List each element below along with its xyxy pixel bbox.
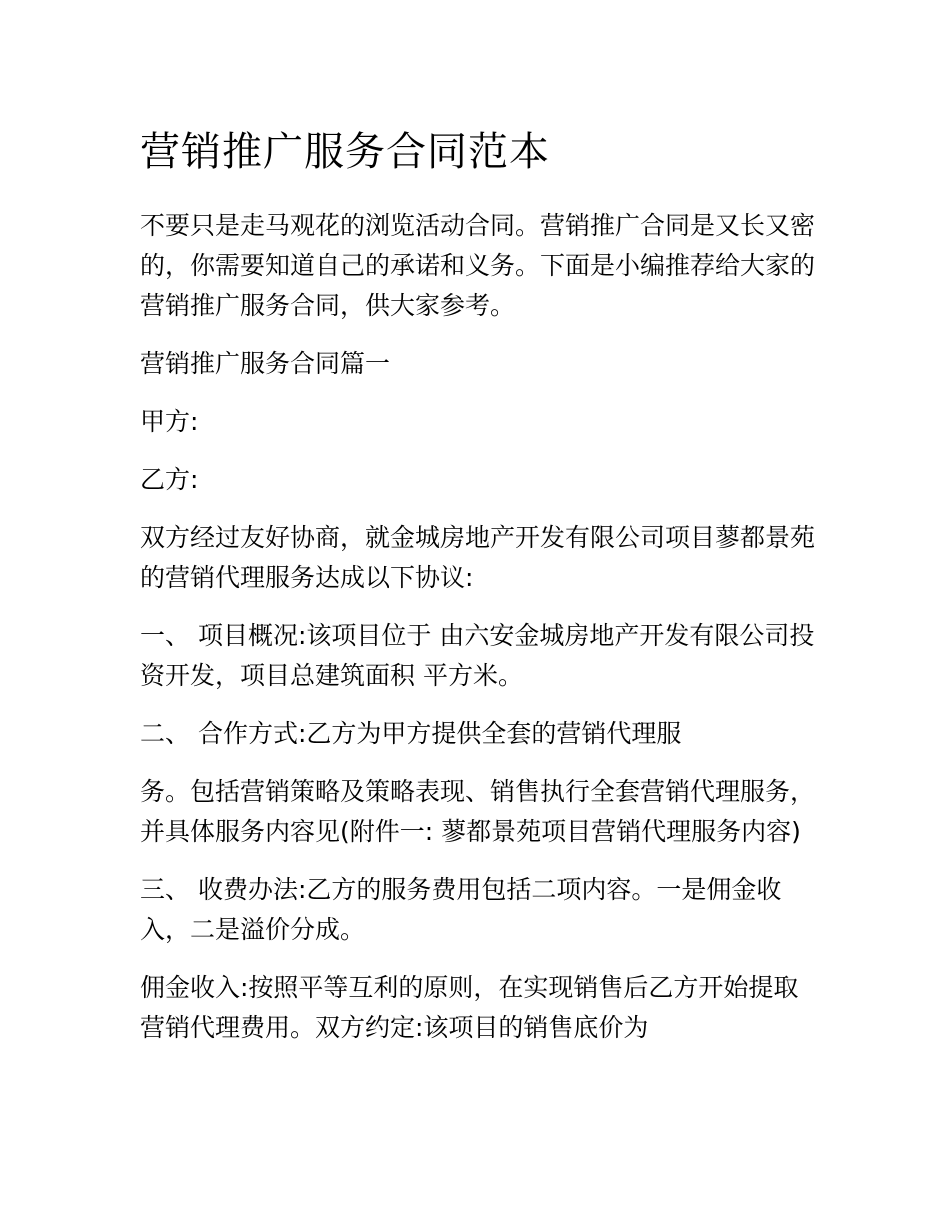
document-title: 营销推广服务合同范本: [140, 129, 550, 175]
agreement-paragraph: 双方经过友好协商，就金城房地产开发有限公司项目蓼都景苑的营销代理服务达成以下协议:: [140, 523, 816, 592]
intro-paragraph: 不要只是走马观花的浏览活动合同。营销推广合同是又长又密的，你需要知道自己的承诺和义务。下面是小编推荐给大家的营销推广服务合同，供大家参考。: [140, 211, 816, 320]
section-heading: 营销推广服务合同篇一: [140, 349, 391, 378]
clause-1-paragraph: 一、 项目概况:该项目位于 由六安金城房地产开发有限公司投资开发，项目总建筑面积 平方米。: [140, 621, 815, 690]
document-body: [140, 128, 820, 1066]
clause-2-paragraph: 二、 合作方式:乙方为甲方提供全套的营销代理服: [140, 719, 682, 748]
commission-paragraph: 佣金收入:按照平等互利的原则，在实现销售后乙方开始提取营销代理费用。双方约定:该项目的销售底价为: [140, 973, 799, 1042]
clause-2-continuation: 务。包括营销策略及策略表现、销售执行全套营销代理服务，并具体服务内容见(附件一: 蓼都景苑项目营销代理服务内容): [140, 777, 816, 846]
clause-3-paragraph: 三、 收费办法:乙方的服务费用包括二项内容。一是佣金收入，二是溢价分成。: [140, 875, 782, 944]
party-b-line: 乙方:: [140, 465, 199, 494]
party-a-line: 甲方:: [140, 407, 199, 436]
